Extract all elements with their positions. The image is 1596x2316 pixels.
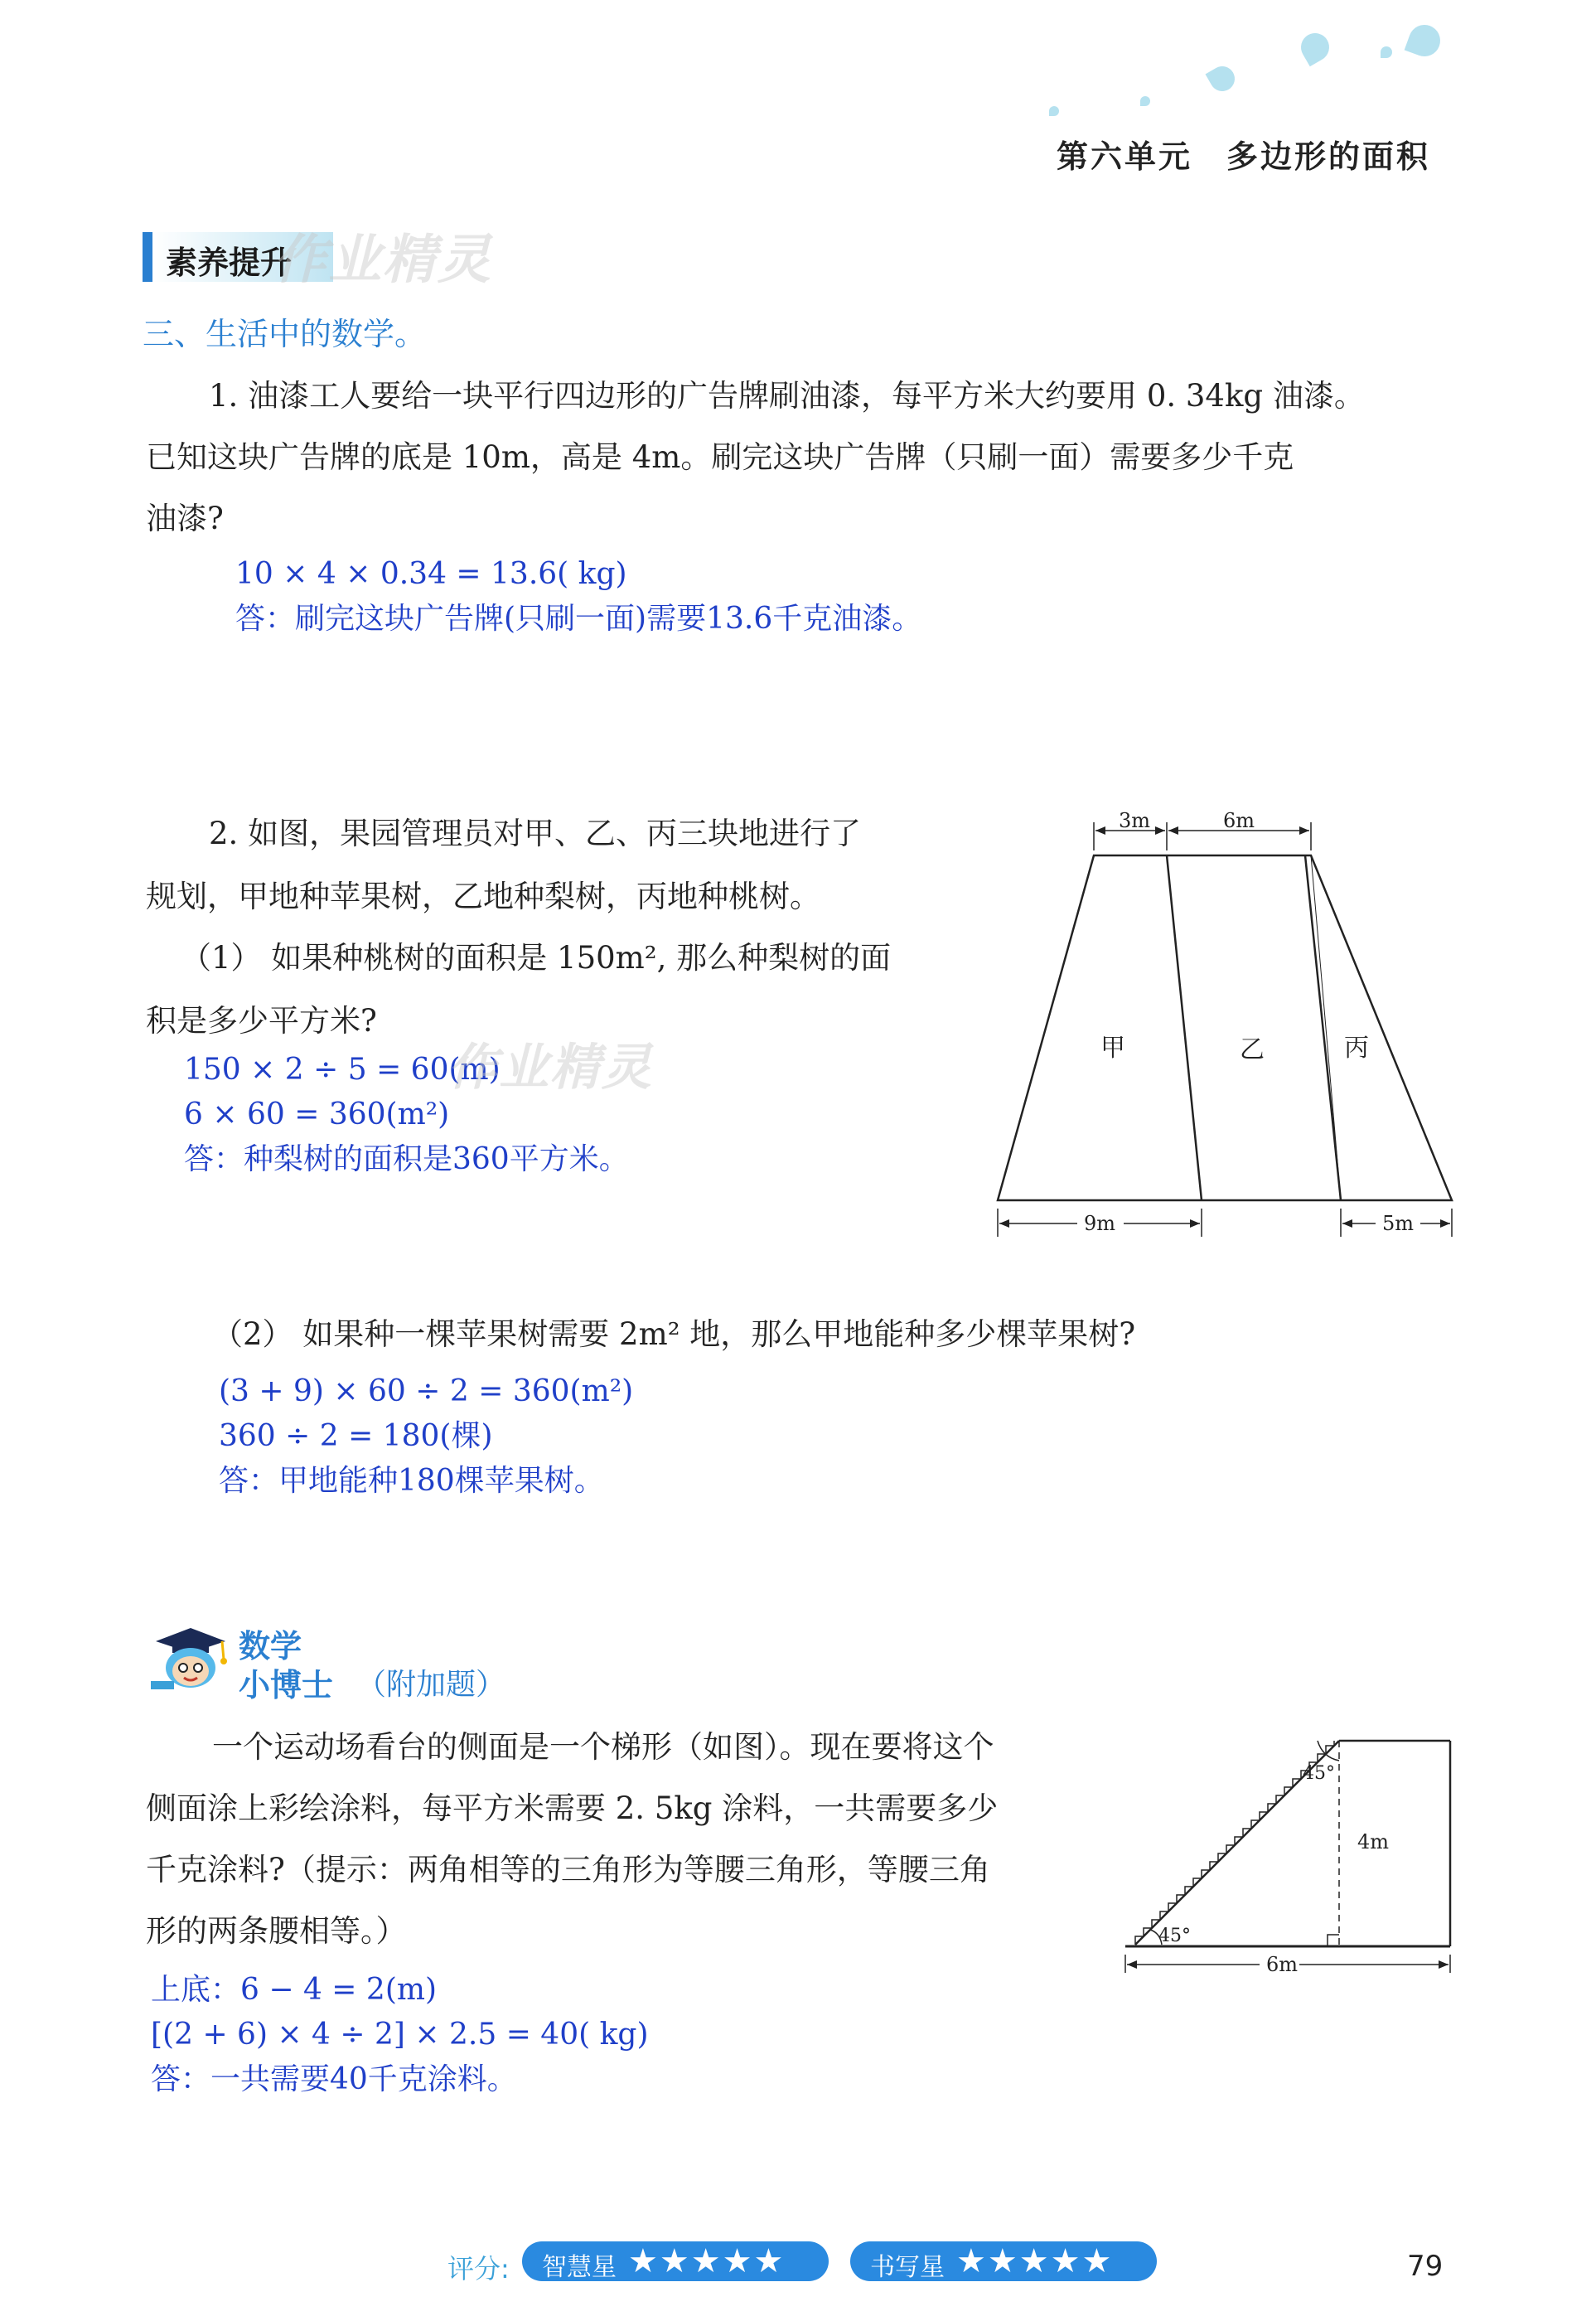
bonus-answer1: 上底：6 − 4 = 2(m) xyxy=(151,1973,438,2007)
q2-line2: 规划，甲地种苹果树，乙地种梨树，丙地种桃树。 xyxy=(146,879,820,914)
dim-top-right: 6m xyxy=(1223,809,1255,832)
writing-star-label: 书写星 xyxy=(870,2253,945,2282)
orchard-outline xyxy=(998,855,1452,1200)
angle-top-label: 45° xyxy=(1303,1763,1335,1784)
q1-answer-line1: 10 × 4 × 0.34 = 13.6( kg) xyxy=(235,557,627,591)
bonus-answer3: 答：一共需要40千克涂料。 xyxy=(151,2062,517,2096)
region-yi: 乙 xyxy=(1240,1035,1265,1064)
bonus-title-line1: 数学 xyxy=(239,1628,302,1664)
bonus-line1: 一个运动场看台的侧面是一个梯形（如图）。现在要将这个 xyxy=(212,1729,994,1765)
bonus-line3: 千克涂料?（提示：两角相等的三角形为等腰三角形，等腰三角 xyxy=(146,1852,990,1887)
region-bing: 丙 xyxy=(1344,1034,1369,1063)
score-label: 评分: xyxy=(447,2253,510,2285)
q2-sub1-answer2: 6 × 60 = 360(m²) xyxy=(184,1097,450,1131)
stadium-stand-figure xyxy=(1119,1724,1458,1973)
dim-top-left: 3m xyxy=(1119,809,1151,832)
base-label: 6m xyxy=(1266,1953,1299,1973)
writing-stars: ★★★★★ xyxy=(956,2242,1114,2280)
writing-star-rating[interactable] xyxy=(850,2241,1157,2281)
q2-sub2-answer2: 360 ÷ 2 = 180(棵) xyxy=(219,1419,493,1453)
q2-sub2-line1: （2） 如果种一棵苹果树需要 2m² 地，那么甲地能种多少棵苹果树? xyxy=(212,1316,1136,1352)
page-number: 79 xyxy=(1407,2250,1444,2283)
dim-bottom-left: 9m xyxy=(1084,1212,1116,1235)
bonus-line2: 侧面涂上彩绘涂料，每平方米需要 2. 5kg 涂料，一共需要多少 xyxy=(146,1790,999,1826)
wisdom-stars: ★★★★★ xyxy=(628,2242,786,2280)
q2-sub2-answer3: 答：甲地能种180棵苹果树。 xyxy=(219,1464,604,1498)
wisdom-star-rating[interactable] xyxy=(522,2241,829,2281)
orchard-trapezoid-figure xyxy=(986,804,1467,1252)
section-heading: 三、生活中的数学。 xyxy=(143,316,427,352)
wisdom-star-label: 智慧星 xyxy=(542,2253,617,2282)
q2-sub1-line2: 积是多少平方米? xyxy=(146,1003,377,1039)
divider-right xyxy=(1305,855,1341,1200)
q2-sub1-answer3: 答：种梨树的面积是360平方米。 xyxy=(184,1142,629,1176)
region-jia: 甲 xyxy=(1100,1034,1125,1063)
q2-sub1-answer1: 150 × 2 ÷ 5 = 60(m) xyxy=(184,1053,501,1087)
height-label: 4m xyxy=(1357,1830,1390,1853)
divider-left xyxy=(1167,855,1202,1200)
q1-line3: 油漆? xyxy=(146,501,224,536)
q1-line2: 已知这块广告牌的底是 10m，高是 4m。刷完这块广告牌（只刷一面）需要多少千克 xyxy=(146,439,1294,475)
q2-line1: 2. 如图，果园管理员对甲、乙、丙三块地进行了 xyxy=(209,816,862,851)
angle-bottom-label: 45° xyxy=(1158,1926,1191,1946)
banner-label: 素养提升 xyxy=(166,245,293,281)
q1-answer-line2: 答：刷完这块广告牌(只刷一面)需要13.6千克油漆。 xyxy=(235,602,922,636)
dim-bottom-right: 5m xyxy=(1382,1212,1415,1235)
watermark: 作业精灵 xyxy=(447,1039,653,1097)
bonus-title-line2: 小博士 xyxy=(239,1667,334,1703)
bonus-line4: 形的两条腰相等。） xyxy=(146,1913,407,1949)
q2-sub1-line1: （1） 如果种桃树的面积是 150m², 那么种梨树的面 xyxy=(181,940,892,976)
right-angle-mark xyxy=(1328,1935,1339,1946)
bonus-answer2: [(2 + 6) × 4 ÷ 2] × 2.5 = 40( kg) xyxy=(151,2018,649,2052)
unit-title: 第六单元 多边形的面积 xyxy=(1056,138,1430,175)
bonus-title-extra: （附加题） xyxy=(356,1668,506,1702)
watermark: 作业精灵 xyxy=(273,230,492,291)
q1-line1: 1. 油漆工人要给一块平行四边形的广告牌刷油漆，每平方米大约要用 0. 34kg 油漆。 xyxy=(209,378,1365,414)
q2-sub2-answer1: (3 + 9) × 60 ÷ 2 = 360(m²) xyxy=(219,1374,634,1408)
doctor-mascot-icon xyxy=(148,1623,230,1691)
